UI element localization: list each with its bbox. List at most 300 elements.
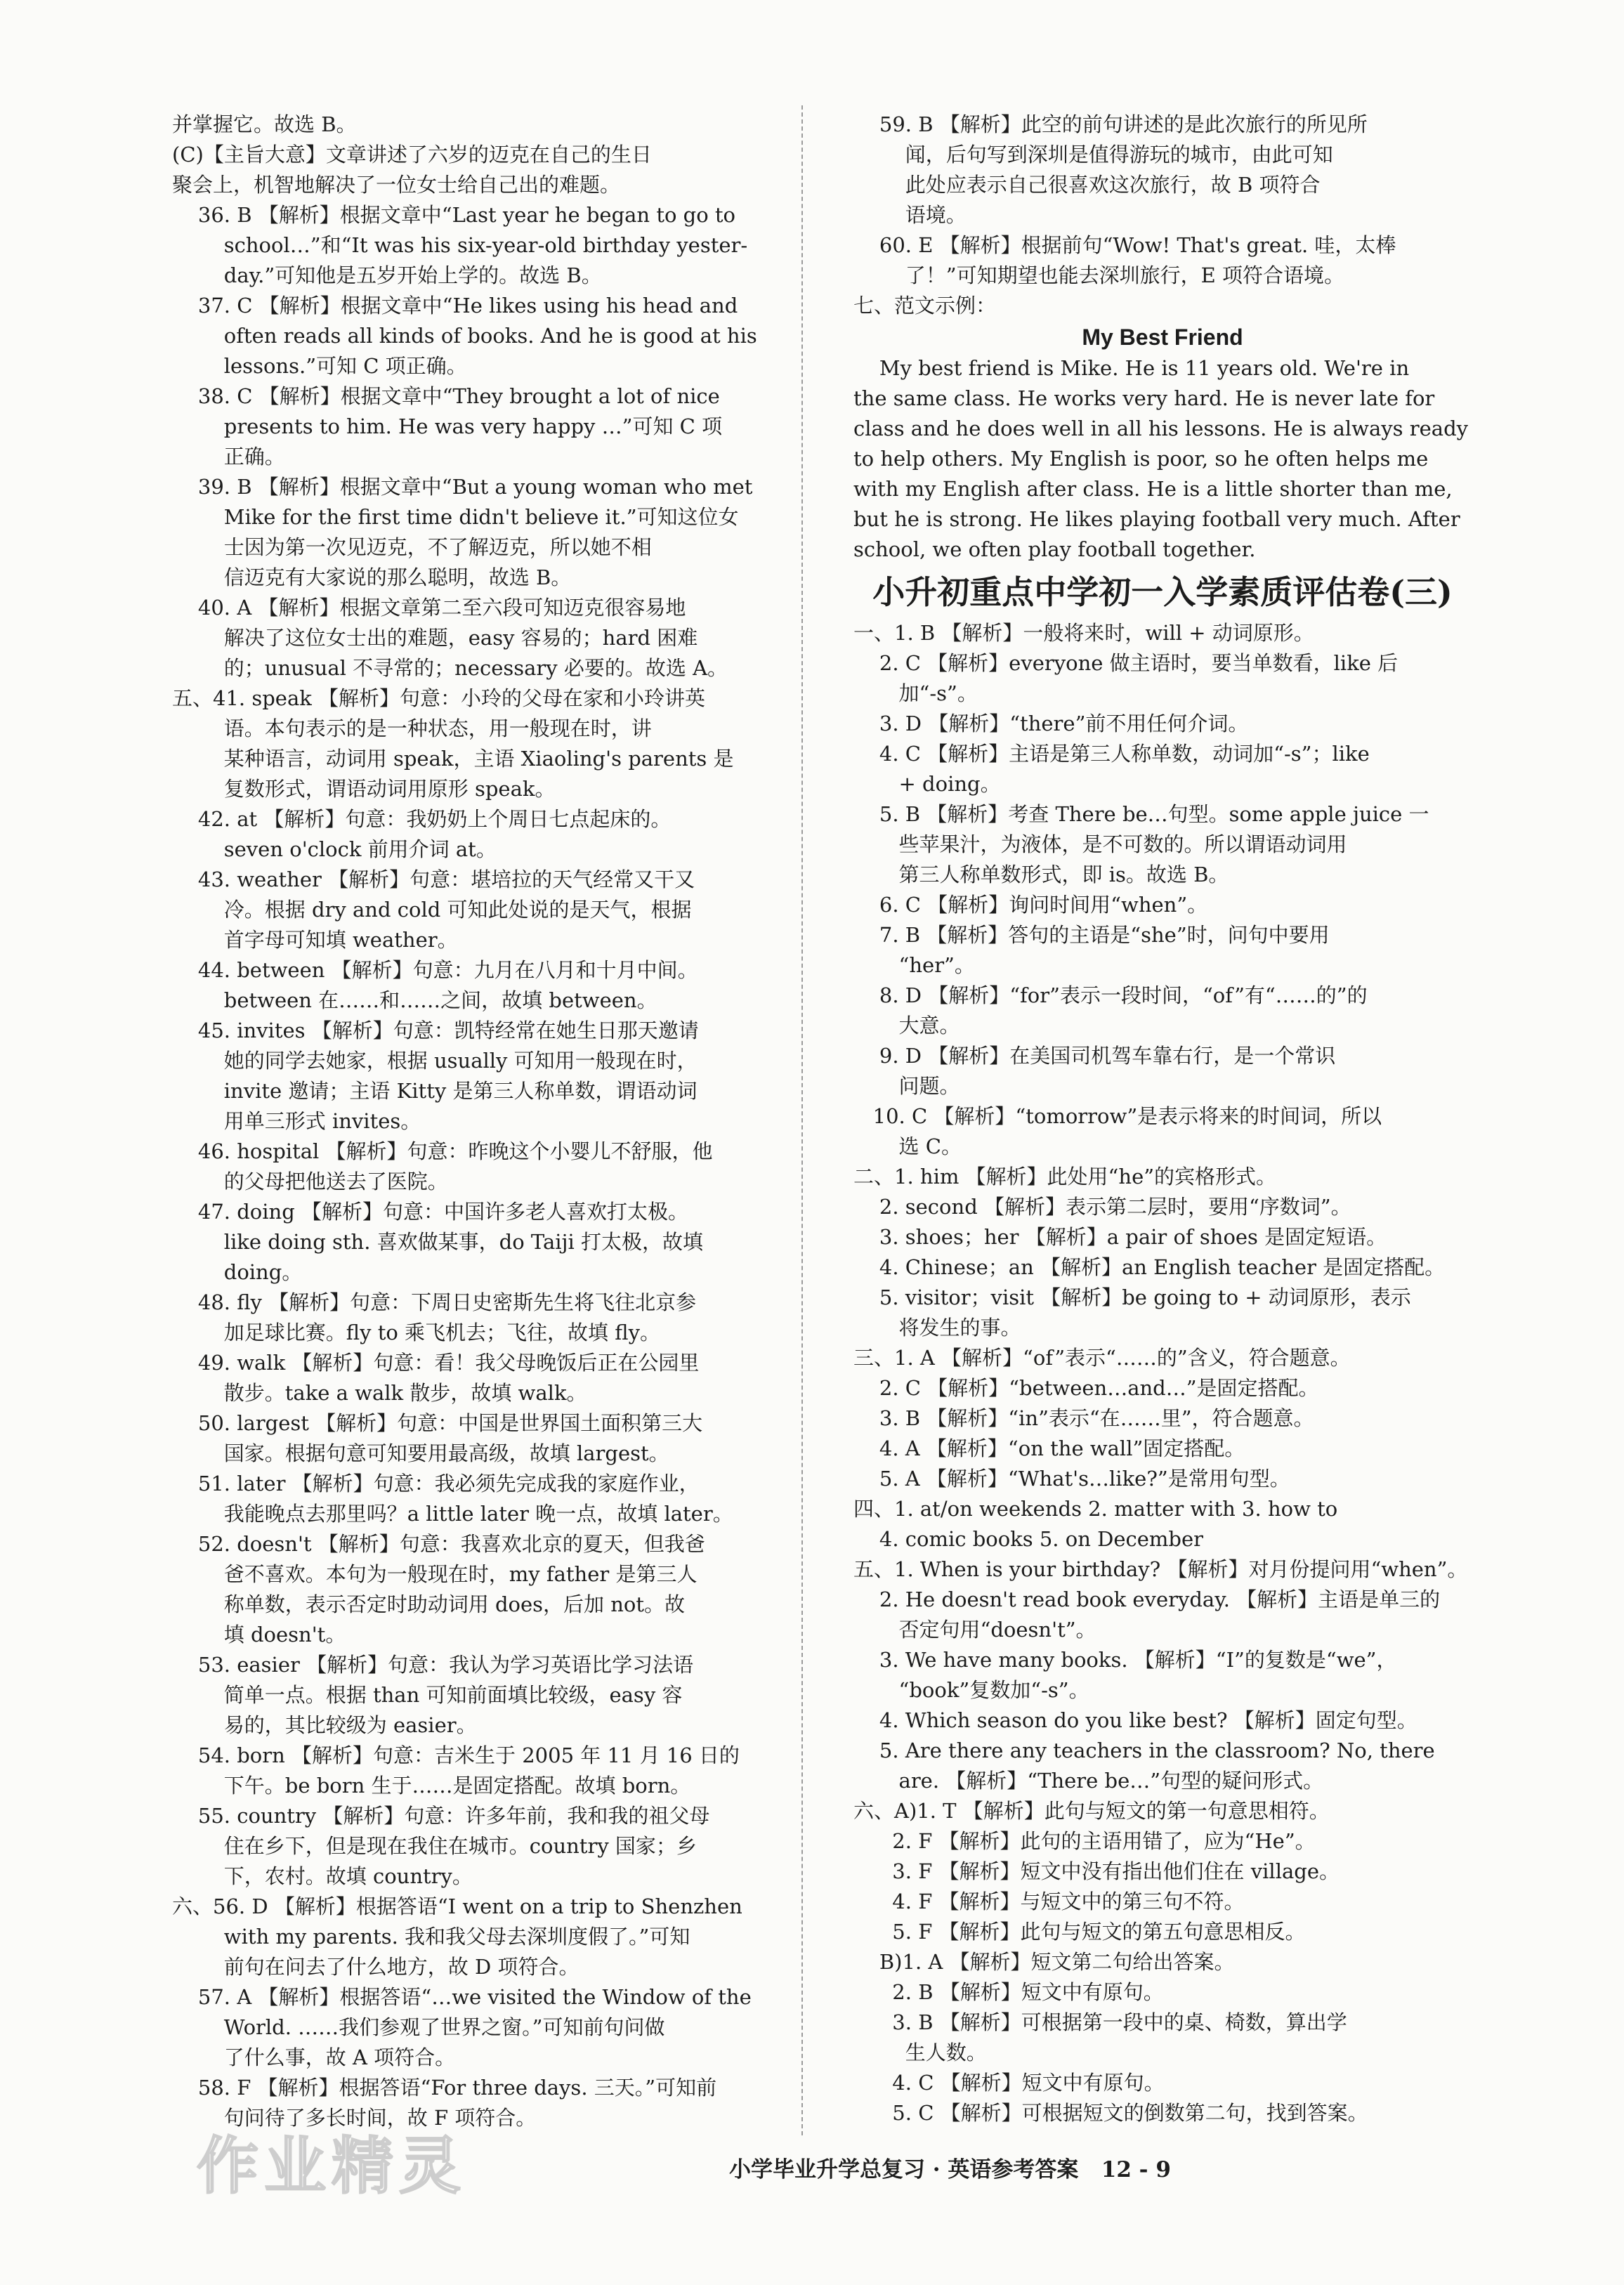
answer-number	[172, 2043, 224, 2073]
answer-text: often reads all kinds of books. And he is good at his	[223, 324, 757, 348]
answer-text: D 【解析】“there”前不用任何介词。	[905, 712, 1249, 735]
answer-line	[172, 1710, 790, 1741]
answer-line	[853, 1917, 1472, 1947]
answer-line	[172, 1288, 790, 1318]
answer-line	[172, 1620, 790, 1650]
answer-line	[853, 291, 1472, 321]
answer-line	[853, 1554, 1472, 1585]
answer-number: 2.	[853, 1376, 905, 1400]
essay	[853, 321, 1472, 565]
answer-line	[853, 1977, 1472, 2008]
answer-line	[853, 860, 1472, 890]
answer-number: 58.	[172, 2076, 237, 2100]
answer-number	[172, 744, 224, 774]
answer-line	[172, 2073, 790, 2103]
answer-text: born 【解析】句意：吉米生于 2005 年 11 月 16 日的	[237, 1743, 740, 1767]
answer-line	[172, 986, 790, 1016]
answer-number	[172, 895, 224, 925]
answer-number: 8.	[853, 983, 905, 1007]
essay-line: the same class. He works very hard. He is never late for	[853, 386, 1435, 410]
answer-text: A 【解析】根据答语“…we visited the Window of the	[237, 1985, 752, 2009]
answer-text: are. 【解析】“There be…”句型的疑问形式。	[898, 1769, 1324, 1793]
answer-line	[853, 2038, 1472, 2068]
answer-number	[853, 1766, 899, 1796]
answer-text: day.”可知他是五岁开始上学的。故选 B。	[223, 263, 602, 287]
answer-text: 聚会上，机智地解决了一位女士给自己出的难题。	[172, 173, 621, 197]
answer-line	[172, 865, 790, 895]
answer-text: World. ……我们参观了世界之窗。”可知前句问做	[223, 2015, 665, 2039]
answer-line	[172, 1318, 790, 1348]
answer-line	[172, 593, 790, 623]
answer-line	[853, 1192, 1472, 1222]
answer-line	[853, 1162, 1472, 1192]
answer-number: 4.	[853, 1527, 905, 1551]
answer-line	[172, 230, 790, 261]
answer-text: 加“-s”。	[898, 681, 978, 705]
essay-line: with my English after class. He is a little shorter than me,	[853, 477, 1453, 501]
answer-number: 36.	[172, 203, 237, 227]
answer-text: B 【解析】此空的前句讲述的是此次旅行的所见所	[918, 112, 1368, 136]
answer-number	[853, 1615, 899, 1645]
right-column	[853, 110, 1472, 2128]
answer-line	[853, 200, 1472, 230]
answer-number: 59.	[853, 112, 919, 136]
answer-line	[172, 1801, 790, 1831]
answer-line	[853, 679, 1472, 709]
answer-number	[853, 1313, 899, 1343]
answer-text: 称单数，表示否定时助动词用 does，后加 not。故	[223, 1592, 686, 1616]
answer-number: 3.	[853, 1859, 919, 1883]
answer-number	[172, 623, 224, 653]
answer-line	[853, 1675, 1472, 1705]
answer-line	[853, 830, 1472, 860]
answer-number: 5.	[853, 2101, 919, 2125]
answer-line	[853, 230, 1472, 261]
answer-text: F 【解析】根据答语“For three days. 三天。”可知前	[237, 2076, 717, 2100]
answer-text: 首字母可知填 weather。	[223, 928, 458, 952]
answer-text: A 【解析】根据文章第二至六段可知迈克很容易地	[237, 596, 686, 620]
answer-number	[853, 2038, 905, 2068]
answer-text: him 【解析】此处用“he”的宾格形式。	[919, 1165, 1277, 1189]
answer-line	[853, 261, 1472, 291]
answer-text: 住在乡下，但是现在我住在城市。country 国家；乡	[223, 1834, 697, 1858]
answer-text: 冷。根据 dry and cold 可知此处说的是天气，根据	[223, 898, 692, 922]
answer-text: + doing。	[898, 772, 1001, 796]
answer-line	[172, 1197, 790, 1227]
essay-line: to help others. My English is poor, so he often helps me	[853, 447, 1429, 471]
answer-line	[853, 648, 1472, 679]
answer-text: Chinese；an 【解析】an English teacher 是固定搭配。	[905, 1255, 1446, 1279]
answer-text: 了！”可知期望也能去深圳旅行，E 项符合语境。	[905, 263, 1344, 287]
answer-number: 4.	[853, 742, 905, 766]
answer-line	[853, 1826, 1472, 1857]
answer-number	[172, 1771, 224, 1801]
answer-line	[853, 1403, 1472, 1434]
answer-line	[853, 799, 1472, 830]
answer-line	[172, 1499, 790, 1529]
answer-text: B 【解析】一般将来时，will + 动词原形。	[919, 621, 1314, 645]
answer-number	[172, 834, 224, 865]
answer-text: invite 邀请；主语 Kitty 是第三人称单数，谓语动词	[223, 1079, 698, 1103]
answer-text: 正确。	[223, 445, 285, 469]
answer-text: Which season do you like best? 【解析】固定句型。	[905, 1708, 1417, 1732]
essay-title: My Best Friend	[1082, 325, 1243, 350]
answer-line	[172, 714, 790, 744]
answer-text: invites 【解析】句意：凯特经常在她生日那天邀请	[237, 1019, 699, 1042]
answer-number	[172, 986, 224, 1016]
answer-line	[853, 2068, 1472, 2098]
answer-line	[172, 1137, 790, 1167]
answer-text: F 【解析】此句的主语用错了，应为“He”。	[918, 1829, 1316, 1853]
answer-number: 5.	[853, 802, 905, 826]
answer-number: 3.	[853, 1406, 905, 1430]
essay-line: My best friend is Mike. He is 11 years old. We're in	[853, 356, 1410, 380]
answer-text: 并掌握它。故选 B。	[172, 112, 357, 136]
essay-line: school, we often play football together.	[853, 537, 1256, 561]
answer-text: 大意。	[898, 1014, 960, 1037]
answer-text: seven o'clock 前用介词 at。	[223, 837, 497, 861]
answer-number	[853, 860, 899, 890]
answer-text: 句问待了多长时间，故 F 项符合。	[223, 2106, 537, 2130]
answer-line	[172, 1408, 790, 1439]
answer-line	[172, 1529, 790, 1559]
answer-text: 语。本句表示的是一种状态，用一般现在时，讲	[223, 716, 652, 740]
answer-line	[172, 1106, 790, 1137]
answer-number: 四、1.	[853, 1497, 920, 1521]
answer-line	[172, 744, 790, 774]
answer-line	[853, 981, 1472, 1011]
answer-line	[172, 291, 790, 321]
answer-text: B 【解析】可根据第一段中的桌、椅数，算出学	[918, 2010, 1347, 2034]
answer-text: C 【解析】根据文章中“He likes using his head and	[237, 294, 738, 317]
answer-line	[853, 1373, 1472, 1403]
answer-number	[853, 1132, 899, 1162]
answer-text: B 【解析】答句的主语是“she”时，问句中要用	[905, 923, 1330, 947]
answer-line	[172, 1348, 790, 1378]
answer-text: visitor；visit 【解析】be going to + 动词原形，表示	[905, 1285, 1411, 1309]
answer-text: D 【解析】在美国司机驾车靠右行，是一个常识	[905, 1044, 1336, 1068]
answer-text: country 【解析】句意：许多年前，我和我的祖父母	[237, 1804, 710, 1828]
answer-line	[853, 950, 1472, 981]
answer-number	[172, 1106, 224, 1137]
answer-text: E 【解析】根据前句“Wow! That's great. 哇，太棒	[918, 233, 1396, 257]
answer-text: 生人数。	[905, 2041, 987, 2064]
answer-number	[172, 1922, 224, 1952]
answer-number	[172, 1559, 224, 1590]
answer-text: F 【解析】此句与短文的第五句意思相反。	[918, 1920, 1306, 1944]
answer-line	[853, 1494, 1472, 1524]
answer-line	[853, 140, 1472, 170]
answer-line	[853, 1736, 1472, 1766]
answer-text: B 【解析】“in”表示“在……里”，符合题意。	[905, 1406, 1314, 1430]
answer-number	[853, 950, 899, 981]
answer-number: 43.	[172, 867, 237, 891]
answer-number: 54.	[172, 1743, 237, 1767]
answer-text: shoes；her 【解析】a pair of shoes 是固定短语。	[905, 1225, 1387, 1249]
answer-number: 60.	[853, 233, 919, 257]
answer-text: D 【解析】根据答语“I went on a trip to Shenzhen	[251, 1894, 742, 1918]
answer-text: C 【解析】短文中有原句。	[918, 2071, 1165, 2095]
answer-line	[172, 1559, 790, 1590]
answer-number: 45.	[172, 1019, 237, 1042]
answer-text: 了什么事，故 A 项符合。	[223, 2045, 456, 2069]
answer-number: 4.	[853, 1708, 905, 1732]
answer-line	[172, 834, 790, 865]
answer-number	[172, 1590, 224, 1620]
answer-text: walk 【解析】句意：看！我父母晚饭后正在公园里	[237, 1351, 700, 1375]
answer-text: weather 【解析】句意：堪培拉的天气经常又干又	[237, 867, 695, 891]
page-footer: 小学毕业升学总复习 · 英语参考答案 12 - 9	[729, 2157, 1171, 2182]
answer-line	[172, 895, 790, 925]
answer-line	[853, 1796, 1472, 1826]
answer-line	[853, 2008, 1472, 2038]
answer-text: 解决了这位女士出的难题，easy 容易的；hard 困难	[223, 626, 698, 650]
answer-text: T 【解析】此句与短文的第一句意思相符。	[943, 1799, 1330, 1823]
answer-line	[172, 321, 790, 351]
answer-number	[853, 1675, 899, 1705]
answer-text: 易的，其比较级为 easier。	[223, 1713, 477, 1737]
answer-line	[172, 1982, 790, 2012]
answer-number: 57.	[172, 1985, 237, 2009]
answer-text: speak 【解析】句意：小玲的父母在家和小玲讲英	[251, 686, 706, 710]
answer-line	[853, 110, 1472, 140]
answer-number: 3.	[853, 2010, 919, 2034]
answer-line	[853, 709, 1472, 739]
answer-text: F 【解析】短文中没有指出他们住在 village。	[918, 1859, 1340, 1883]
answer-line	[853, 1041, 1472, 1071]
answer-number	[172, 1831, 224, 1861]
answer-number: 3.	[853, 1225, 905, 1249]
answer-line	[172, 1227, 790, 1257]
answer-line	[853, 739, 1472, 769]
answer-line	[853, 1011, 1472, 1041]
answer-text: 士因为第一次见迈克，不了解迈克，所以她不相	[223, 535, 652, 559]
answer-text: between 【解析】句意：九月在八月和十月中间。	[237, 958, 698, 982]
answer-text: 复数形式，谓语动词用原形 speak。	[223, 777, 556, 801]
answer-number: 5.	[853, 1285, 905, 1309]
answer-number	[172, 1257, 224, 1288]
answer-text: 下，农村。故填 country。	[223, 1864, 473, 1888]
answer-text: 此处应表示自己很喜欢这次旅行，故 B 项符合	[905, 173, 1321, 197]
answer-text: When is your birthday? 【解析】对月份提问用“when”。	[919, 1557, 1468, 1581]
answer-line	[172, 1650, 790, 1680]
answer-line	[853, 1283, 1472, 1313]
answer-line	[172, 683, 790, 714]
answer-number: 51.	[172, 1472, 237, 1495]
answer-line	[172, 1378, 790, 1408]
answer-text: 某种语言，动词用 speak，主语 Xiaoling's parents 是	[223, 747, 734, 771]
answer-line	[172, 1831, 790, 1861]
essay-body	[853, 353, 1472, 565]
right-top-answers	[853, 110, 1472, 321]
answer-number: 4.	[853, 1436, 905, 1460]
answer-line	[172, 2043, 790, 2073]
answer-line	[853, 1524, 1472, 1554]
answer-number	[172, 321, 224, 351]
answer-text: 否定句用“doesn't”。	[898, 1618, 1096, 1642]
answer-number: 五、1.	[853, 1557, 920, 1581]
answer-line	[172, 1076, 790, 1106]
answer-line	[172, 381, 790, 412]
answer-line	[172, 2012, 790, 2043]
answer-line	[172, 955, 790, 986]
answer-text: D 【解析】“for”表示一段时间，“of”有“……的”的	[905, 983, 1368, 1007]
answer-text: 简单一点。根据 than 可知前面填比较级，easy 容	[223, 1683, 683, 1707]
answer-line	[172, 1952, 790, 1982]
answer-text: 的；unusual 不寻常的；necessary 必要的。故选 A。	[223, 656, 728, 680]
answer-number	[172, 1680, 224, 1710]
answer-number	[172, 714, 224, 744]
answer-number	[172, 532, 224, 563]
answer-number: 52.	[172, 1532, 237, 1556]
answer-line	[853, 1766, 1472, 1796]
answer-number	[172, 1499, 224, 1529]
answer-text: 填 doesn't。	[223, 1623, 346, 1646]
answer-number: 10.	[853, 1104, 912, 1128]
answer-number: 9.	[853, 1044, 905, 1068]
answer-text: A 【解析】“on the wall”固定搭配。	[905, 1436, 1245, 1460]
answer-number	[853, 261, 905, 291]
answer-line	[172, 804, 790, 834]
answer-number: 5.	[853, 1739, 905, 1762]
answer-number: 37.	[172, 294, 237, 317]
answer-number: 53.	[172, 1653, 237, 1677]
answer-line	[853, 1645, 1472, 1675]
answer-line	[172, 442, 790, 472]
answer-text: A 【解析】短文第二句给出答案。	[928, 1950, 1235, 1974]
answer-number: 6.	[853, 893, 905, 917]
answer-line	[853, 1071, 1472, 1101]
answer-number: 5.	[853, 1467, 905, 1491]
answer-line	[853, 1705, 1472, 1736]
answer-number: 4.	[853, 1255, 905, 1279]
answer-text: with my parents. 我和我父母去深圳度假了。”可知	[223, 1925, 690, 1949]
answer-line	[172, 1469, 790, 1499]
answer-text: Mike for the first time didn't believe it.”可知这位女	[223, 505, 739, 529]
answer-number	[172, 1227, 224, 1257]
answer-line	[172, 1046, 790, 1076]
answer-text: C 【解析】“tomorrow”是表示将来的时间词，所以	[912, 1104, 1382, 1128]
answer-number: 4.	[853, 1890, 919, 1913]
answer-line	[172, 261, 790, 291]
answer-line	[853, 1313, 1472, 1343]
answer-number	[172, 351, 224, 381]
answer-line	[172, 140, 790, 170]
answer-line	[853, 1615, 1472, 1645]
answer-number: 39.	[172, 475, 237, 499]
answer-text: 的父母把他送去了医院。	[223, 1170, 448, 1193]
answer-text: 她的同学去她家，根据 usually 可知用一般现在时，	[223, 1049, 698, 1073]
answer-text: 闻，后句写到深圳是值得游玩的城市，由此可知	[905, 143, 1333, 166]
answer-line	[853, 1434, 1472, 1464]
answer-number: 4.	[853, 2071, 919, 2095]
answer-number: 38.	[172, 384, 237, 408]
answer-line	[853, 1464, 1472, 1494]
answer-line	[172, 200, 790, 230]
left-column	[172, 110, 790, 2133]
answer-number: 六、A)1.	[853, 1799, 943, 1823]
answer-line	[853, 170, 1472, 200]
answer-number	[172, 2012, 224, 2043]
answer-number: 2.	[853, 651, 905, 675]
answer-line	[172, 1741, 790, 1771]
answer-text: at 【解析】句意：我奶奶上个周日七点起床的。	[237, 807, 672, 831]
answer-text: hospital 【解析】句意：昨晚这个小婴儿不舒服，他	[237, 1139, 713, 1163]
answer-number	[172, 442, 224, 472]
answer-line	[172, 1861, 790, 1892]
answer-line	[853, 1887, 1472, 1917]
answer-text: school…”和“It was his six-year-old birthday yester-	[223, 233, 748, 257]
answer-text: B 【解析】短文中有原句。	[918, 1980, 1164, 2004]
answer-text: 信迈克有大家说的那么聪明，故选 B。	[223, 565, 572, 589]
answer-line	[172, 1680, 790, 1710]
answer-line	[853, 1947, 1472, 1977]
answer-text: 选 C。	[898, 1134, 962, 1158]
answer-number: 42.	[172, 807, 237, 831]
answer-text: presents to him. He was very happy …”可知 C 项	[223, 414, 723, 438]
answer-number	[172, 412, 224, 442]
answer-line	[853, 1343, 1472, 1373]
answer-line	[172, 1922, 790, 1952]
answer-text: 我能晚点去那里吗？a little later 晚一点，故填 later。	[223, 1502, 733, 1526]
answer-number: 49.	[172, 1351, 237, 1375]
answer-line	[172, 1167, 790, 1197]
answer-line	[172, 925, 790, 955]
answer-number	[172, 1952, 224, 1982]
answer-number: B)1.	[853, 1950, 929, 1974]
answer-text: F 【解析】与短文中的第三句不符。	[918, 1890, 1245, 1913]
answer-text: comic books 5. on December	[905, 1527, 1204, 1551]
essay-line: class and he does well in all his lessons. He is always ready	[853, 417, 1469, 440]
answer-text: 散步。take a walk 散步，故填 walk。	[223, 1381, 587, 1405]
answer-number: 7.	[853, 923, 905, 947]
answer-text: doing 【解析】句意：中国许多老人喜欢打太极。	[237, 1200, 688, 1224]
answer-line	[853, 618, 1472, 648]
answer-number: 七、	[853, 294, 895, 317]
essay-line: but he is strong. He likes playing football very much. After	[853, 507, 1460, 531]
answer-number	[172, 1620, 224, 1650]
answer-text: C 【解析】“between…and…”是固定搭配。	[905, 1376, 1319, 1400]
answer-line	[853, 2098, 1472, 2128]
answer-text: B 【解析】根据文章中“But a young woman who met	[237, 475, 753, 499]
answer-line	[853, 1222, 1472, 1252]
answer-number	[853, 140, 905, 170]
answer-text: doesn't 【解析】句意：我喜欢北京的夏天，但我爸	[237, 1532, 705, 1556]
answer-number: 一、1.	[853, 621, 920, 645]
answer-number	[172, 1076, 224, 1106]
answer-line	[172, 110, 790, 140]
answer-text: between 在……和……之间，故填 between。	[223, 988, 657, 1012]
answer-number	[853, 679, 899, 709]
answer-text: largest 【解析】句意：中国是世界国土面积第三大	[237, 1411, 703, 1435]
answer-number: 3.	[853, 1648, 905, 1672]
answer-line	[853, 1585, 1472, 1615]
answer-number	[853, 200, 905, 230]
answer-line	[172, 1439, 790, 1469]
answer-number	[172, 1439, 224, 1469]
answer-number: 2.	[853, 1829, 919, 1853]
answer-text: C 【解析】可根据短文的倒数第二句，找到答案。	[918, 2101, 1368, 2125]
answer-number	[172, 1046, 224, 1076]
answer-text: 加足球比赛。fly to 乘飞机去；飞往，故填 fly。	[223, 1321, 660, 1344]
answer-line	[853, 769, 1472, 799]
answer-text: at/on weekends 2. matter with 3. how to	[919, 1497, 1338, 1521]
answer-line	[172, 1771, 790, 1801]
answer-number	[853, 830, 899, 860]
answer-text: 用单三形式 invites。	[223, 1109, 421, 1133]
answer-number	[853, 1011, 899, 1041]
answer-line	[172, 653, 790, 683]
